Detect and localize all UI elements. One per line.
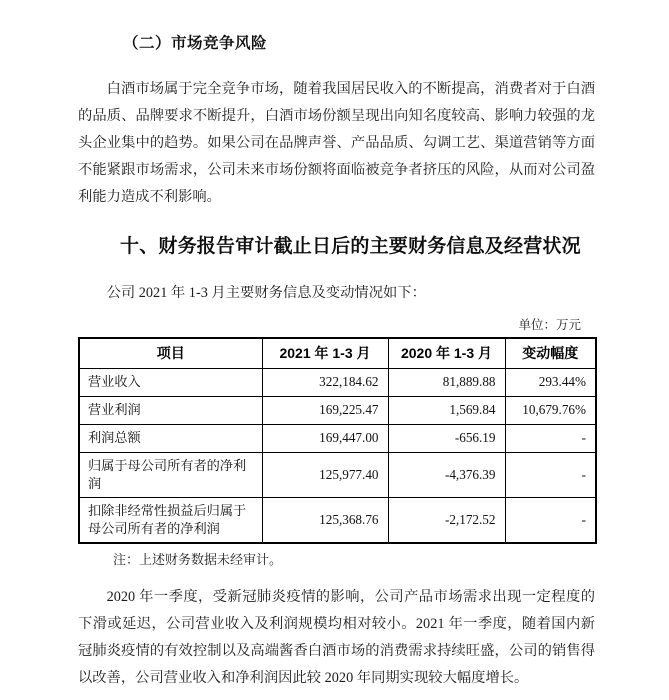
page-content	[78, 0, 595, 692]
finance-section-heading: 十、财务报告审计截止日后的主要财务信息及经营状况	[120, 236, 581, 257]
value-2020: -4,376.39	[388, 452, 505, 497]
header-period-2020: 2020 年 1-3 月	[388, 338, 505, 368]
change-value: 293.44%	[505, 368, 596, 396]
table-row-net-profit-deducted	[79, 497, 596, 543]
change-value: -	[505, 424, 596, 452]
header-item: 项目	[79, 338, 262, 368]
row-label: 扣除非经常性损益后归属于母公司所有者的净利润	[79, 497, 262, 543]
header-period-2021: 2021 年 1-3 月	[262, 338, 388, 368]
table-row-total-profit	[79, 424, 596, 452]
value-2021: 125,368.76	[262, 497, 388, 543]
value-2020: 81,889.88	[388, 368, 505, 396]
unit-label: 单位：万元	[518, 318, 581, 332]
value-2020: 1,569.84	[388, 396, 505, 424]
table-note: 注：上述财务数据未经审计。	[113, 551, 283, 567]
risk-section-paragraph: 白酒市场属于完全竞争市场，随着我国居民收入的不断提高，消费者对于白酒的品质、品牌要求不断提升，白酒市场份额呈现出向知名度较高、影响力较强的龙头企业集中的趋势。如果公司在品牌声誉、产品品质、勾调工艺、渠道营销等方面不能紧跟市场需求，公司未来市场份额将面临被竞争者挤压的风险，从而对公司盈利能力造成不利影响。	[78, 81, 595, 205]
value-2020: -2,172.52	[388, 497, 505, 543]
finance-intro-text: 公司 2021 年 1-3 月主要财务信息及变动情况如下：	[106, 285, 426, 301]
risk-section-heading: （二）市场竞争风险	[123, 35, 268, 52]
change-value: -	[505, 452, 596, 497]
row-label: 利润总额	[79, 424, 262, 452]
value-2021: 169,225.47	[262, 396, 388, 424]
table-row-operating-profit	[79, 396, 596, 424]
table-row-net-profit-parent	[79, 452, 596, 497]
value-2021: 169,447.00	[262, 424, 388, 452]
value-2020: -656.19	[388, 424, 505, 452]
value-2021: 125,977.40	[262, 452, 388, 497]
financial-table	[78, 337, 597, 544]
row-label: 归属于母公司所有者的净利润	[79, 452, 262, 497]
change-value: 10,679.76%	[505, 396, 596, 424]
row-label: 营业收入	[79, 368, 262, 396]
change-value: -	[505, 497, 596, 543]
analysis-paragraph: 2020 年一季度，受新冠肺炎疫情的影响，公司产品市场需求出现一定程度的下滑或延迟，公司营业收入及利润规模均相对较小。2021 年一季度，随着国内新冠肺炎疫情的有效控制以及高端酱香白酒市场的消费需求持续旺盛，公司的销售得以改善，公司营业收入和净利润因此较 2020 年同期实现较大幅度增长。	[78, 588, 595, 686]
table-header-row	[79, 338, 596, 368]
row-label: 营业利润	[79, 396, 262, 424]
header-change-rate: 变动幅度	[505, 338, 596, 368]
value-2021: 322,184.62	[262, 368, 388, 396]
table-row-operating-revenue	[79, 368, 596, 396]
